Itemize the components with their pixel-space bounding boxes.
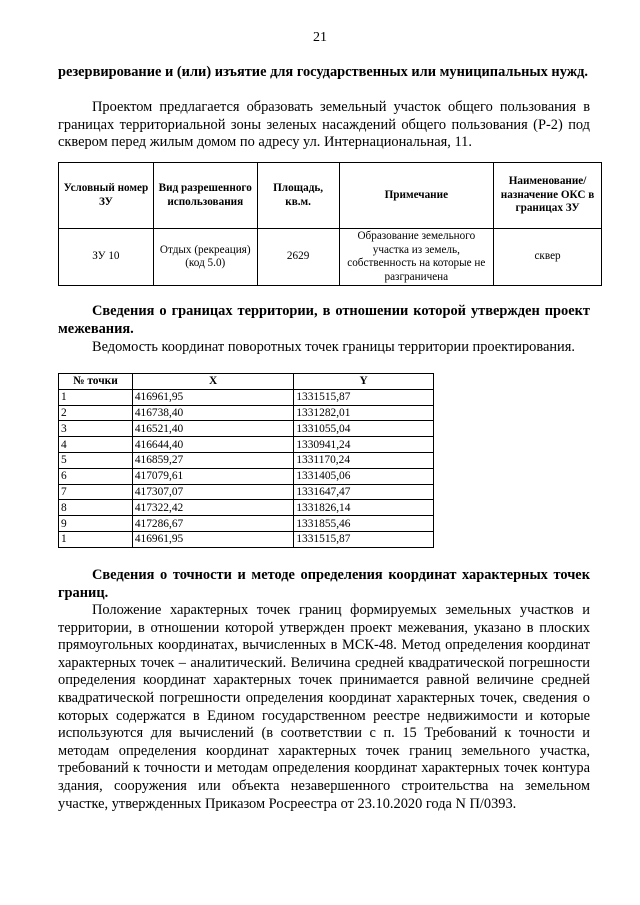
table-cell: 1 bbox=[59, 531, 133, 547]
coords-table-header: X bbox=[132, 374, 294, 390]
plot-table-header: Условный номер ЗУ bbox=[59, 163, 154, 229]
accuracy-paragraph: Положение характерных точек границ формируемых земельных участков и территории, в отношении которой утвержден проект межевания, указано в плоских прямоугольных координатах, вычисленных в МСК-48. Метод определения координат характерных точек – аналитический. Величина средней квадратической погрешности определения координат характерных точек принимается равной величине средней квадратической погрешности определения координат характерных точек, сведения о которых содержатся в Едином государственном реестре недвижимости и которые используются для вычислений (в соответствии с п. 15 Требований к точности и методам определения координат характерных точек границ земельного участка, требований к точности и методам определения координат характерных точек контура здания, сооружения или объекта незавершенного строительства на земельном участке, утвержденных Приказом Росреестра от 23.10.2020 года N П/0393. bbox=[58, 602, 590, 812]
intro-bold-line: резервирование и (или) изъятие для государственных или муниципальных нужд. bbox=[58, 64, 589, 80]
table-row bbox=[59, 229, 602, 286]
page-number: 21 bbox=[313, 30, 327, 45]
table-cell: 2 bbox=[59, 405, 133, 421]
table-cell: 1331170,24 bbox=[294, 452, 434, 468]
boundaries-subtitle: Ведомость координат поворотных точек границы территории проектирования. bbox=[92, 339, 575, 355]
table-row bbox=[59, 500, 434, 516]
table-cell: 9 bbox=[59, 516, 133, 532]
table-cell: сквер bbox=[494, 229, 602, 286]
coords-table-header: № точки bbox=[59, 374, 133, 390]
table-cell: 1331055,04 bbox=[294, 421, 434, 437]
table-cell: 5 bbox=[59, 452, 133, 468]
accuracy-heading: Сведения о точности и методе определения координат характерных точек границ. bbox=[58, 567, 590, 601]
table-cell: 1 bbox=[59, 389, 133, 405]
table-cell: 417079,61 bbox=[132, 468, 294, 484]
table-row bbox=[59, 531, 434, 547]
coords-table bbox=[58, 373, 434, 548]
coords-table-header-row bbox=[59, 374, 434, 390]
plot-table-header-row bbox=[59, 163, 602, 229]
table-cell: 417307,07 bbox=[132, 484, 294, 500]
table-cell: 1331647,47 bbox=[294, 484, 434, 500]
table-cell: 416644,40 bbox=[132, 437, 294, 453]
table-cell: 1331515,87 bbox=[294, 531, 434, 547]
table-cell: 6 bbox=[59, 468, 133, 484]
intro-paragraph: Проектом предлагается образовать земельный участок общего пользования в границах территориальной зоны зеленых насаждений общего пользования (Р-2) под сквером перед жилым домом по адресу ул. Интернациональная, 11. bbox=[58, 99, 590, 151]
table-cell: 416521,40 bbox=[132, 421, 294, 437]
table-row bbox=[59, 468, 434, 484]
table-cell: 3 bbox=[59, 421, 133, 437]
table-row bbox=[59, 421, 434, 437]
plot-table-header: Наименование/ назначение ОКС в границах ЗУ bbox=[494, 163, 602, 229]
table-cell: 416961,95 bbox=[132, 389, 294, 405]
table-cell: 4 bbox=[59, 437, 133, 453]
table-cell: 416961,95 bbox=[132, 531, 294, 547]
table-cell: 1331282,01 bbox=[294, 405, 434, 421]
table-cell: Образование земельного участка из земель, собственность на которые не разграничена bbox=[339, 229, 494, 286]
table-cell: Отдых (рекреация) (код 5.0) bbox=[153, 229, 257, 286]
table-cell: 7 bbox=[59, 484, 133, 500]
table-cell: 1331855,46 bbox=[294, 516, 434, 532]
coords-table-header: Y bbox=[294, 374, 434, 390]
table-cell: 1331515,87 bbox=[294, 389, 434, 405]
table-row bbox=[59, 405, 434, 421]
table-cell: 2629 bbox=[257, 229, 339, 286]
plot-table-header: Вид разрешенного использования bbox=[153, 163, 257, 229]
table-row bbox=[59, 484, 434, 500]
table-row bbox=[59, 516, 434, 532]
table-cell: 416859,27 bbox=[132, 452, 294, 468]
table-cell: 1330941,24 bbox=[294, 437, 434, 453]
plot-table-header: Примечание bbox=[339, 163, 494, 229]
table-cell: 1331826,14 bbox=[294, 500, 434, 516]
plot-table-header: Площадь, кв.м. bbox=[257, 163, 339, 229]
table-row bbox=[59, 452, 434, 468]
table-cell: 1331405,06 bbox=[294, 468, 434, 484]
table-row bbox=[59, 437, 434, 453]
table-row bbox=[59, 389, 434, 405]
table-cell: 8 bbox=[59, 500, 133, 516]
table-cell: ЗУ 10 bbox=[59, 229, 154, 286]
boundaries-heading: Сведения о границах территории, в отношении которой утвержден проект межевания. bbox=[58, 303, 590, 337]
table-cell: 417286,67 bbox=[132, 516, 294, 532]
table-cell: 416738,40 bbox=[132, 405, 294, 421]
plot-table bbox=[58, 162, 602, 286]
table-cell: 417322,42 bbox=[132, 500, 294, 516]
